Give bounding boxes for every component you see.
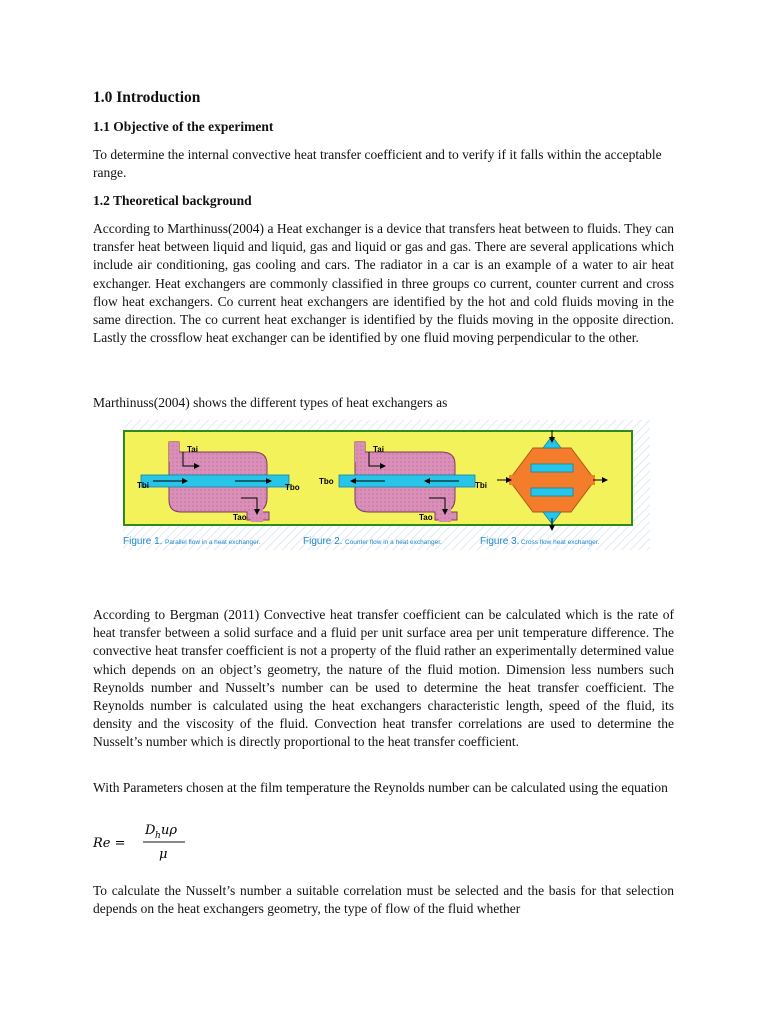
- label-tbi-2: Tbi: [475, 481, 487, 490]
- paragraph-nusselt-correlation: To calculate the Nusselt’s number a suitable correlation must be selected and the basis for that selection depends on the heat exchangers geometry, the type of flow of the fluid whether: [93, 883, 674, 917]
- equation-numerator-sub: h: [155, 831, 161, 841]
- paragraph-figure-intro: Marthinuss(2004) shows the different types of heat exchangers as: [93, 395, 448, 410]
- label-tao-1: Tao: [233, 513, 247, 522]
- caption-fig2-number: Figure 2.: [303, 536, 343, 547]
- paragraph-heat-exchanger-definition: According to Marthinuss(2004) a Heat exchanger is a device that transfers heat between to fluids. They can transfer heat between liquid and liquid, gas and liquid or gas and gas. There are several applications which include air conditioning, gas cooling and cars. The radiator in a car is an example of a water to air heat exchanger. Heat exchangers are commonly classified in three groups co current, counter current and cross flow heat exchangers. Co current heat exchangers are identified by the hot and cold fluids moving in the same direction. The co current heat exchanger is identified by the fluids moving in the opposite direction. Lastly the crossflow heat exchanger can be identified by one fluid moving perpendicular to the other.: [93, 221, 674, 346]
- label-tbo-2: Tbo: [319, 477, 334, 486]
- caption-fig3-text: Cross flow heat exchanger.: [521, 539, 600, 546]
- subheading-objective: 1.1 Objective of the experiment: [93, 119, 274, 134]
- equation-numerator-d: D: [145, 823, 156, 838]
- paragraph-convective-coefficient: According to Bergman (2011) Convective heat transfer coefficient can be calculated which is the rate of heat transfer between a solid surface and a fluid per unit surface area per unit temperature difference. The convective heat transfer coefficient is not a property of the fluid rather an experimentally determined value which depends on an object’s geometry, the nature of the fluid motion. Dimension less numbers such Reynolds number and Nusselt’s number can be used to determine the heat transfer coefficient. The Reynolds number is calculated using the heat exchangers characteristic length, speed of the fluid, its density and the viscosity of the fluid. Convection heat transfer correlations are used to determine the Nusselt’s number which is directly proportional to the heat transfer coefficient.: [93, 607, 674, 750]
- label-tbo-1: Tbo: [285, 483, 300, 492]
- label-tbi-1: Tbi: [137, 481, 149, 490]
- equation-numerator-rest: uρ: [161, 823, 178, 838]
- heat-exchanger-figure: [123, 420, 650, 550]
- caption-fig1-number: Figure 1.: [123, 536, 163, 547]
- label-tai-2: Tai: [373, 445, 384, 454]
- label-tao-2: Tao: [419, 513, 433, 522]
- section-heading-introduction: 1.0 Introduction: [93, 89, 201, 106]
- subheading-theoretical-background: 1.2 Theoretical background: [93, 193, 252, 208]
- caption-fig2-text: Counter flow in a heat exchanger.: [345, 539, 442, 546]
- label-tai-1: Tai: [187, 445, 198, 454]
- paragraph-reynolds-intro: With Parameters chosen at the film temperature the Reynolds number can be calculated using the equation: [93, 780, 668, 795]
- caption-fig3-number: Figure 3.: [480, 536, 520, 547]
- paragraph-objective: To determine the internal convective heat transfer coefficient and to verify if it falls within the acceptable range.: [93, 147, 662, 181]
- equation-denominator: μ: [159, 847, 168, 862]
- equation-lhs: Re =: [93, 836, 126, 851]
- reynolds-equation: [93, 822, 193, 866]
- caption-fig1-text: Parallel flow in a heat exchanger.: [165, 539, 261, 546]
